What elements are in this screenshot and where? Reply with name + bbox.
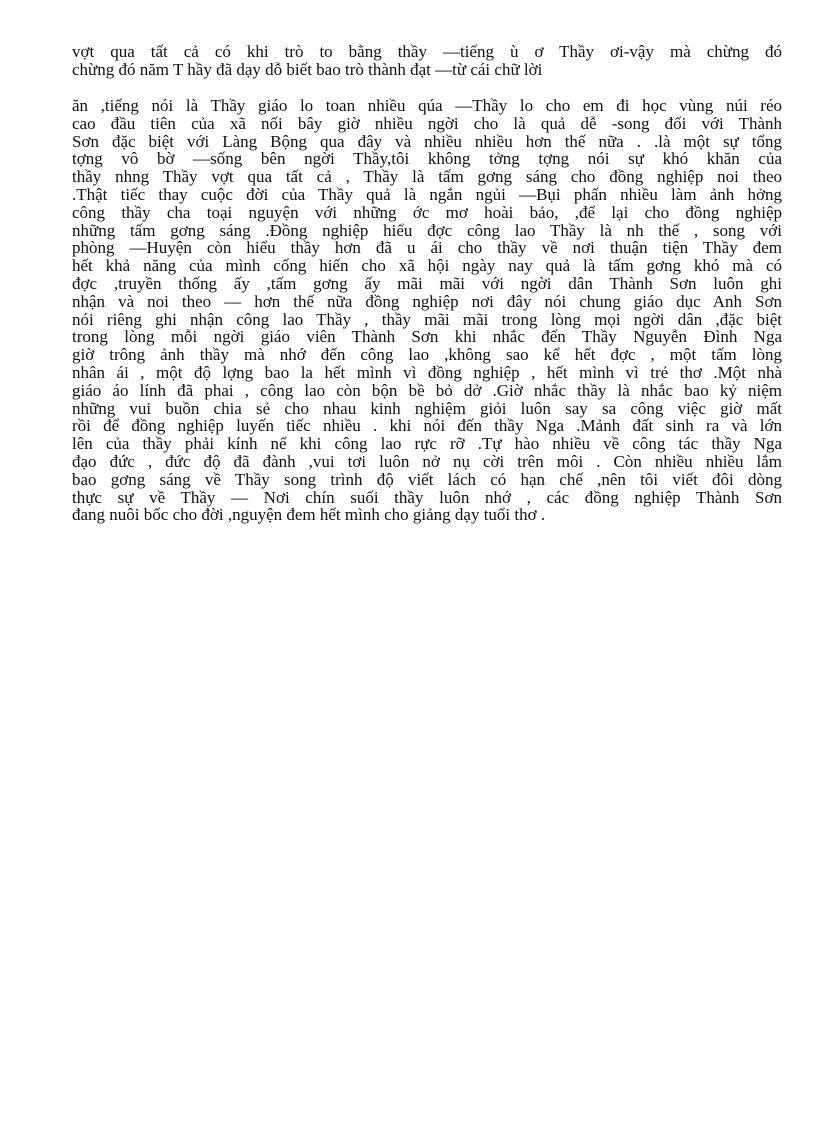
text-line: .Thật tiếc thay cuộc đời của Thầy quả là ngắn ngủi —Bụi phấn nhiều làm ảnh hởng (72, 184, 782, 204)
text-line: hết khả năng của mình cống hiến cho xã hội ngày nay quả là tấm gơng khó mà có (72, 256, 782, 276)
text-line: đạo đức , đức độ đã đành ,vui tơi luôn nở nụ cời trên môi . Còn nhiều nhiều lắm (72, 451, 782, 471)
text-line: đang nuôi bốc cho đời ,nguyện đem hết mình cho giảng dạy tuổi thơ . (72, 505, 546, 525)
paragraph-main (72, 97, 782, 524)
text-line: bao gơng sáng về Thầy song trình độ viết lách có hạn chế ,nên tôi viết đôi dòng (72, 469, 782, 489)
text-line: nói riêng ghi nhận công lao Thầy , thầy mãi mãi trong lòng mọi ngời dân ,đặc biệt (72, 309, 782, 329)
paragraph-top (72, 43, 782, 79)
text-line: cao đầu tiên của xã nối bây giờ nhiều ngời cho là quả dễ -song đối với Thành (72, 113, 782, 133)
text-line: Sơn đặc biệt với Làng Bộng qua đây và nhiều nhiều hơn thế nữa . .là một sự tổng (72, 131, 782, 151)
text-line: đợc ,truyền thống ấy ,tấm gơng ấy mãi mãi với ngời dân Thành Sơn luôn ghi (72, 273, 782, 293)
text-line: nhân ái , một độ lợng bao la hết mình vì đồng nghiệp , hết mình vì trẻ thơ .Một nhà (72, 362, 782, 382)
text-line: tợng vô bờ —sống bên ngời Thầy,tôi không tởng tợng nói sự khó khăn của (72, 149, 782, 169)
text-line: giờ trông ảnh thầy mà nhớ đến công lao ,không sao kể hết đợc , một tấm lòng (72, 345, 782, 365)
text-line: thầy nhng Thầy vợt qua tất cả , Thầy là tấm gơng sáng cho đồng nghiệp noi theo (72, 167, 782, 187)
text-line: nhận và noi theo — hơn thế nữa đồng nghiệp nơi đây nói chung giáo dục Anh Sơn (72, 291, 782, 311)
text-line: lên của thầy phải kính nể khi công lao rực rỡ .Tự hào nhiều về công tác thầy Nga (72, 434, 782, 454)
text-line: những vui buồn chia sẻ cho nhau kinh nghiệm giỏi luôn say sa công việc giờ mất (72, 398, 782, 418)
text-line: giáo áo lính đã phai , công lao còn bộn bề bỏ dở .Giờ nhắc thầy là nhắc bao kỷ niệm (72, 380, 782, 400)
text-line: rồi để đồng nghiệp luyến tiếc nhiều . khi nói đến thầy Nga .Mảnh đất sinh ra và lớn (72, 416, 782, 436)
text-line: chừng đó năm T hầy đã dạy dỗ biết bao trò thành đạt —từ cái chữ lời (72, 59, 543, 79)
text-line: vợt qua tất cả có khi trò to bằng thầy —tiếng ù ơ Thầy ơi-vậy mà chừng đó (72, 42, 782, 61)
text-line: trong lòng mỗi ngời giáo viên Thành Sơn khi nhắc đến Thầy Nguyễn Đình Nga (72, 327, 782, 347)
text-line: công thầy cha toại nguyện với những ớc mơ hoài bảo, ,để lại cho đồng nghiệp (72, 202, 782, 222)
text-line: thực sự về Thầy — Nơi chín suối thầy luôn nhớ , các đồng nghiệp Thành Sơn (72, 487, 782, 507)
text-line: phòng —Huyện còn hiểu thầy hơn đã u ái cho thầy về nơi thuận tiện Thầy đem (72, 238, 782, 258)
text-line: ăn ,tiếng nói là Thầy giáo lo toan nhiều qúa —Thầy lo cho em đi học vùng núi réo (72, 96, 782, 115)
text-line: những tấm gơng sáng .Đồng nghiệp hiểu đợc công lao Thầy là nh thế , song với (72, 220, 782, 240)
